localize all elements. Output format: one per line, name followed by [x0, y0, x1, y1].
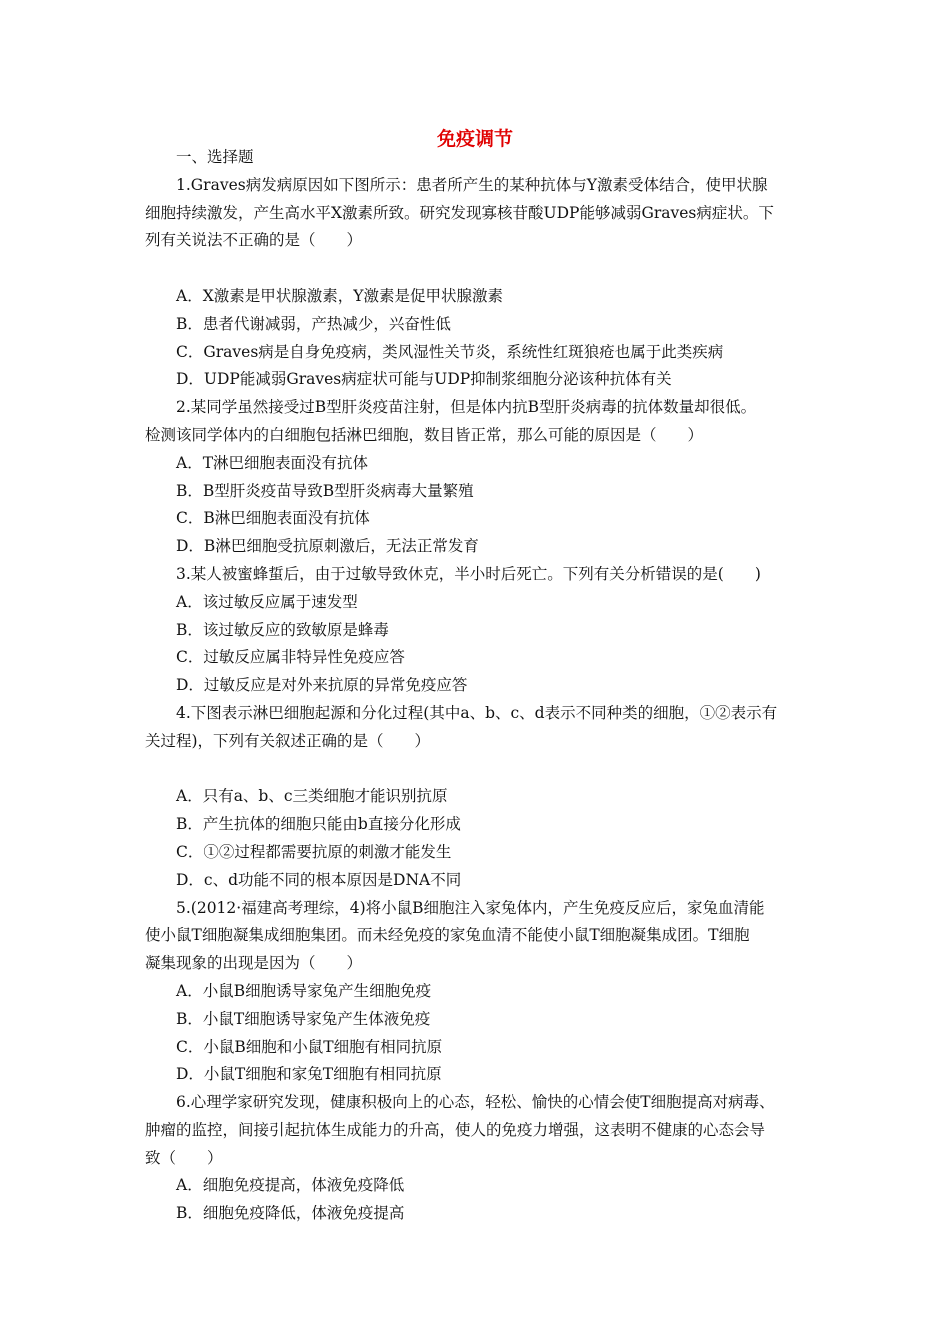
document-body [145, 144, 810, 1228]
option-d: D．B淋巴细胞受抗原刺激后，无法正常发育 [176, 537, 479, 556]
question-stem-line: 4.下图表示淋巴细胞起源和分化过程(其中a、b、c、d表示不同种类的细胞，①②表示有 [176, 703, 778, 722]
option-a: A．小鼠B细胞诱导家兔产生细胞免疫 [176, 981, 432, 1000]
question-stem-line: 1.Graves病发病原因如下图所示：患者所产生的某种抗体与Y激素受体结合，使甲状腺 [176, 175, 768, 194]
question-stem-line: 6.心理学家研究发现，健康积极向上的心态，轻松、愉快的心情会使T细胞提高对病毒、 [176, 1093, 775, 1112]
question-stem-line: 关过程)，下列有关叙述正确的是（ ） [145, 731, 431, 750]
question-5 [145, 895, 810, 1090]
option-d: D．UDP能减弱Graves病症状可能与UDP抑制浆细胞分泌该种抗体有关 [176, 370, 672, 389]
question-stem-line: 致（ ） [145, 1148, 223, 1167]
figure-space [145, 255, 810, 283]
option-c: C．①②过程都需要抗原的刺激才能发生 [176, 842, 452, 861]
option-a: A．X激素是甲状腺激素，Y激素是促甲状腺激素 [176, 286, 503, 305]
option-b: B．患者代谢减弱，产热减少，兴奋性低 [176, 314, 451, 333]
figure-space [145, 756, 810, 784]
option-b: B．细胞免疫降低，体液免疫提高 [176, 1204, 405, 1223]
option-b: B．小鼠T细胞诱导家兔产生体液免疫 [176, 1009, 431, 1028]
option-a: A．细胞免疫提高，体液免疫降低 [176, 1176, 405, 1195]
option-d: D．小鼠T细胞和家兔T细胞有相同抗原 [176, 1065, 442, 1084]
option-a: A．T淋巴细胞表面没有抗体 [176, 453, 369, 472]
question-2 [145, 394, 810, 561]
question-stem-line: 肿瘤的监控，间接引起抗体生成能力的升高，使人的免疫力增强，这表明不健康的心态会导 [145, 1120, 766, 1139]
section-heading: 一、选择题 [176, 148, 254, 166]
question-stem-line: 细胞持续激发，产生高水平X激素所致。研究发现寡核苷酸UDP能够减弱Graves病症状。下 [145, 203, 774, 222]
question-1 [145, 172, 810, 394]
question-4 [145, 700, 810, 895]
question-stem-line: 5.(2012·福建高考理综，4)将小鼠B细胞注入家兔体内，产生免疫反应后，家兔血清能 [176, 898, 765, 917]
option-d: D．过敏反应是对外来抗原的异常免疫应答 [176, 676, 468, 695]
question-stem-line: 2.某同学虽然接受过B型肝炎疫苗注射，但是体内抗B型肝炎病毒的抗体数量却很低。 [176, 398, 757, 417]
question-stem-line: 列有关说法不正确的是（ ） [145, 231, 363, 250]
option-c: C．小鼠B细胞和小鼠T细胞有相同抗原 [176, 1037, 443, 1056]
document-title: 免疫调节 [436, 128, 513, 150]
question-stem-line: 3.某人被蜜蜂蜇后，由于过敏导致休克，半小时后死亡。下列有关分析错误的是( ) [176, 564, 761, 583]
question-stem-line: 凝集现象的出现是因为（ ） [145, 954, 363, 973]
option-c: C．B淋巴细胞表面没有抗体 [176, 509, 370, 528]
question-stem-line: 检测该同学体内的白细胞包括淋巴细胞，数目皆正常，那么可能的原因是（ ） [145, 425, 704, 444]
option-c: C．过敏反应属非特异性免疫应答 [176, 648, 405, 667]
option-b: B．产生抗体的细胞只能由b直接分化形成 [176, 815, 461, 834]
option-c: C．Graves病是自身免疫病，类风湿性关节炎，系统性红斑狼疮也属于此类疾病 [176, 342, 724, 361]
option-b: B．B型肝炎疫苗导致B型肝炎病毒大量繁殖 [176, 481, 474, 500]
option-a: A．该过敏反应属于速发型 [176, 592, 358, 611]
question-3 [145, 561, 810, 700]
question-stem-line: 使小鼠T细胞凝集成细胞集团。而未经免疫的家兔血清不能使小鼠T细胞凝集成团。T细胞 [145, 926, 750, 945]
option-a: A．只有a、b、c三类细胞才能识别抗原 [176, 787, 448, 806]
option-d: D．c、d功能不同的根本原因是DNA不同 [176, 870, 462, 889]
option-b: B．该过敏反应的致敏原是蜂毒 [176, 620, 389, 639]
question-6 [145, 1089, 810, 1228]
